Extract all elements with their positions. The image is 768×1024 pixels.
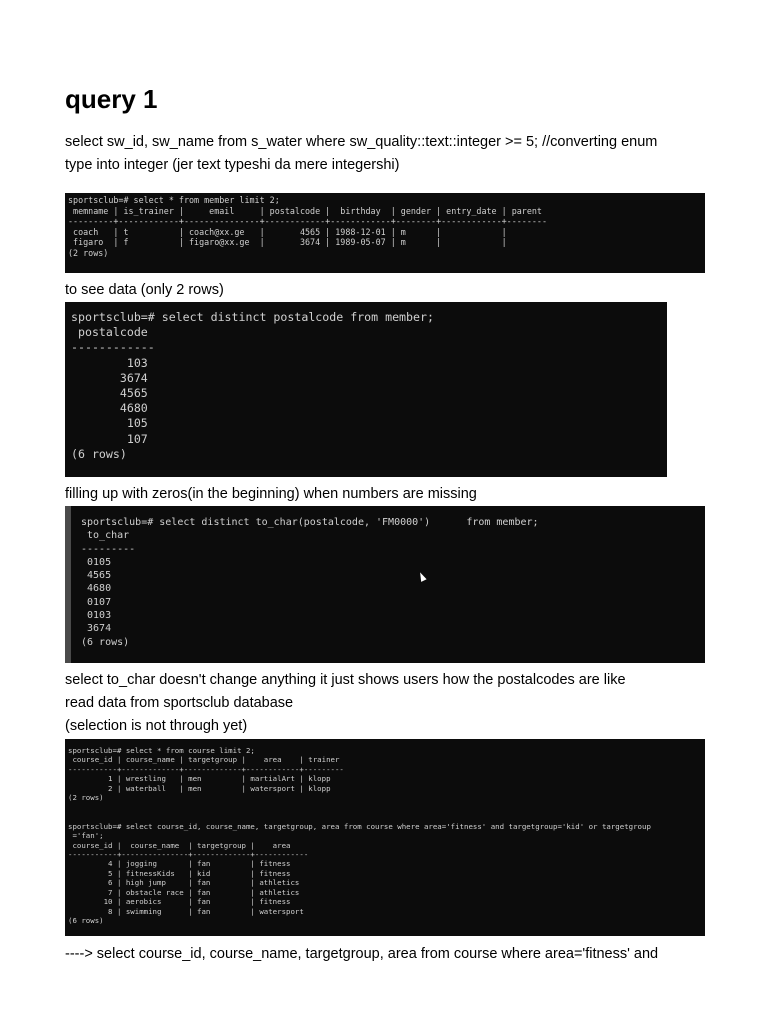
terminal-line: 4680	[71, 401, 148, 416]
terminal-line: 7 | obstacle race | fan | athletics	[68, 887, 300, 897]
terminal-output	[68, 746, 702, 926]
terminal-line: 4 | jogging | fan | fitness	[68, 859, 291, 869]
terminal-line: sportsclub=# select * from course limit 2;	[68, 746, 255, 755]
terminal-line: ---------	[81, 543, 136, 555]
terminal-line: 0107	[81, 596, 112, 608]
intro-line-1: select sw_id, sw_name from s_water where sw_quality::text::integer >= 5; //converting enum	[65, 134, 658, 150]
terminal-line: sportsclub=# select distinct postalcode from member;	[71, 310, 434, 324]
terminal-line: (6 rows)	[71, 446, 127, 461]
terminal-line: course_id | course_name | targetgroup | area | trainer	[68, 755, 340, 765]
terminal-line: (2 rows)	[68, 793, 104, 803]
terminal-line: (2 rows)	[68, 247, 109, 258]
terminal-line: ---------+------------+---------------+------------+------------+--------+------------+--------	[68, 216, 548, 227]
caption-only-2-rows: to see data (only 2 rows)	[65, 282, 224, 298]
terminal-line: (6 rows)	[68, 916, 104, 926]
terminal-line: 0105	[81, 556, 112, 568]
terminal-line: ='fan';	[68, 831, 104, 841]
terminal-line: ------------	[71, 340, 155, 355]
terminal-line: memname | is_trainer | email | postalcode | birthday | gender | entry_date | parent	[68, 205, 542, 216]
terminal-screenshot-postalcode	[65, 302, 667, 477]
terminal-line: 8 | swimming | fan | watersport	[68, 906, 304, 916]
terminal-line: 103	[71, 355, 148, 370]
terminal-screenshot-to-char	[65, 506, 705, 663]
terminal-line: 2 | waterball | men | watersport | klopp	[68, 783, 331, 793]
terminal-line: coach | t | coach@xx.ge | 4565 | 1988-12-01 | m | |	[68, 226, 507, 237]
terminal-line: sportsclub=# select * from member limit 2;	[68, 195, 280, 205]
footer-query-line: ----> select course_id, course_name, targetgroup, area from course where area='fitness' and	[65, 946, 659, 962]
page-title: query 1	[65, 84, 158, 114]
terminal-line: -----------+-------------+-------------+------------+---------	[68, 764, 344, 774]
terminal-line: 10 | aerobics | fan | fitness	[68, 897, 291, 907]
terminal-line: 4565	[71, 386, 148, 401]
terminal-line: -----------+---------------+-------------+------------	[68, 849, 309, 859]
terminal-line: 1 | wrestling | men | martialArt | klopp	[68, 774, 331, 784]
terminal-line: 3674	[81, 623, 112, 635]
note-line-2: read data from sportsclub database	[65, 695, 294, 711]
terminal-output	[81, 516, 695, 649]
terminal-line: 105	[71, 416, 148, 431]
note-line-1: select to_char doesn't change anything it just shows users how the postalcodes are like	[65, 672, 626, 688]
terminal-line: 4680	[81, 583, 112, 595]
terminal-line: 5 | fitnessKids | kid | fitness	[68, 868, 291, 878]
terminal-line: 0103	[81, 610, 112, 622]
terminal-line: 4565	[81, 570, 112, 582]
terminal-line: 6 | high jump | fan | athletics	[68, 878, 300, 888]
caption-zero-fill: filling up with zeros(in the beginning) when numbers are missing	[65, 486, 477, 502]
terminal-line: postalcode	[71, 325, 148, 340]
terminal-line: figaro | f | figaro@xx.ge | 3674 | 1989-05-07 | m | |	[68, 237, 507, 248]
terminal-line: (6 rows)	[81, 636, 130, 648]
terminal-output	[71, 310, 661, 462]
terminal-line: 107	[71, 431, 148, 446]
terminal-line: 3674	[71, 370, 148, 385]
terminal-line: course_id | course_name | targetgroup | area	[68, 840, 291, 850]
terminal-line: sportsclub=# select distinct to_char(postalcode, 'FM0000') from member;	[81, 517, 539, 528]
intro-line-2: type into integer (jer text typeshi da mere integershi)	[65, 157, 400, 173]
terminal-line: to_char	[81, 530, 130, 542]
terminal-line: sportsclub=# select course_id, course_name, targetgroup, area from course where area='fitness' and targetgroup='kid' or targetgroup	[68, 821, 651, 831]
note-line-3: (selection is not through yet)	[65, 718, 248, 734]
terminal-output	[68, 195, 702, 259]
terminal-screenshot-member	[65, 193, 705, 273]
terminal-screenshot-course	[65, 739, 705, 936]
